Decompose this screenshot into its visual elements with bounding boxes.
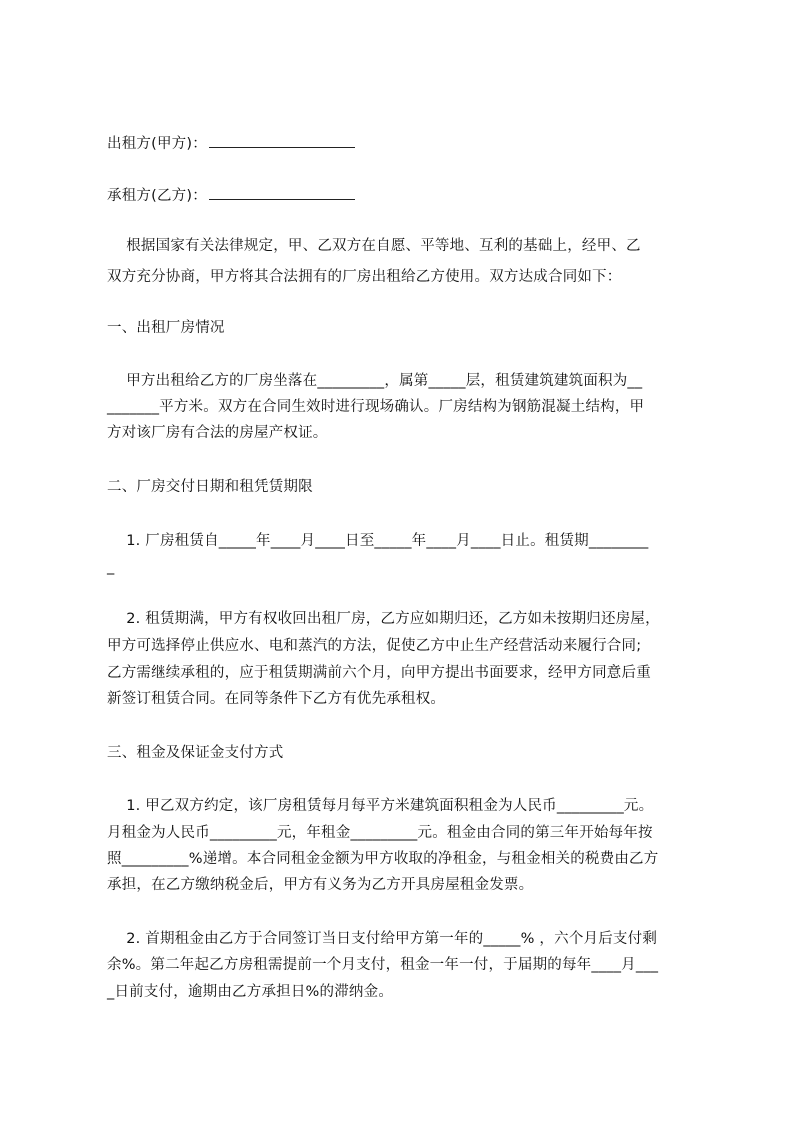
section3-item1-line-2: 月租金为人民币_________元，年租金_________元。租金由合同的第三年开始每年按 xyxy=(107,825,653,841)
section3-item1-line-3: 照_________%递增。本合同租金金额为甲方收取的净租金，与租金相关的税费由乙方 xyxy=(107,851,659,867)
section3-item1-line-1: 1. 甲乙双方约定，该厂房租赁每月每平方米建筑面积租金为人民币_________元。 xyxy=(107,798,654,814)
section1-line-2: _______平方米。双方在合同生效时进行现场确认。厂房结构为钢筋混凝土结构，甲 xyxy=(107,399,645,415)
party-a-line xyxy=(107,133,707,154)
section2-heading: 二、厂房交付日期和租凭赁期限 xyxy=(107,479,313,495)
section3-heading: 三、租金及保证金支付方式 xyxy=(107,745,284,761)
party-b-line xyxy=(107,185,707,206)
section2-item2-line-3: 乙方需继续承租的，应于租赁期满前六个月，向甲方提出书面要求，经甲方同意后重 xyxy=(107,665,651,681)
intro-line-1: 根据国家有关法律规定，甲、乙双方在自愿、平等地、互利的基础上，经甲、乙 xyxy=(107,238,641,254)
section2-item2-line-1: 2. 租赁期满，甲方有权收回出租厂房，乙方应如期归还，乙方如未按期归还房屋， xyxy=(107,611,660,627)
party-a-label: 出租方(甲方)： xyxy=(107,136,207,152)
party-b-blank xyxy=(209,185,355,200)
section1-line-1: 甲方出租给乙方的厂房坐落在_________，属第_____层，租赁建筑建筑面积为__ xyxy=(107,373,643,389)
section2-item2-line-4: 新签订租赁合同。在同等条件下乙方有优先承租权。 xyxy=(107,691,446,707)
section1-line-3: 方对该厂房有合法的房屋产权证。 xyxy=(107,425,328,441)
section2-item1-line-1: 1. 厂房租赁自_____年____月____日至_____年____月____日止。租赁期________ xyxy=(107,533,649,549)
party-a-blank xyxy=(209,133,355,148)
section3-item1-line-4: 承担，在乙方缴纳税金后，甲方有义务为乙方开具房屋租金发票。 xyxy=(107,877,534,893)
section3-item2-line-1: 2. 首期租金由乙方于合同签订当日支付给甲方第一年的_____% ，六个月后支付剩 xyxy=(107,931,658,947)
intro-line-2: 双方充分协商，甲方将其合法拥有的厂房出租给乙方使用。双方达成合同如下： xyxy=(107,269,622,285)
section3-item2-line-3: _日前支付，逾期由乙方承担日%的滞纳金。 xyxy=(107,984,394,1000)
party-b-label: 承租方(乙方)： xyxy=(107,188,207,204)
section2-item2-line-2: 甲方可选择停止供应水、电和蒸汽的方法，促使乙方中止生产经营活动来履行合同; xyxy=(107,638,642,654)
section3-item2-line-2: 余%。第二年起乙方房租需提前一个月支付，租金一年一付，于届期的每年____月___ xyxy=(107,957,659,973)
section2-item1-line-2: _ xyxy=(107,559,115,575)
section1-heading: 一、出租厂房情况 xyxy=(107,320,225,336)
